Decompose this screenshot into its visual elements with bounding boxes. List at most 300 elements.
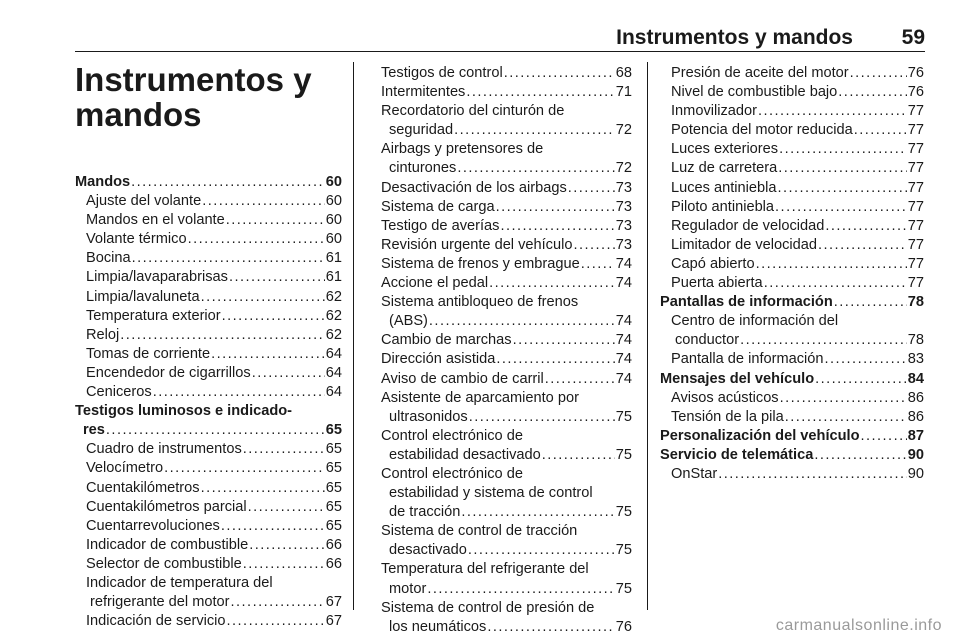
- toc-entry[interactable]: [381, 522, 632, 560]
- toc-entry-row: [381, 370, 632, 389]
- toc-entry-title: Dirección asistida: [381, 351, 496, 368]
- toc-entry[interactable]: [75, 498, 342, 517]
- toc-entry-title: Tensión de la pila: [671, 408, 784, 425]
- toc-entry-title: desactivado: [389, 542, 467, 559]
- toc-entry-row: [75, 211, 342, 230]
- toc-entry-title: Velocímetro: [86, 460, 164, 477]
- dot-leader: [461, 503, 614, 522]
- toc-entry[interactable]: [381, 370, 632, 389]
- toc-entry-title: Regulador de velocidad: [671, 217, 825, 234]
- toc-entry[interactable]: [75, 307, 342, 326]
- toc-entry-page: 66: [325, 555, 342, 572]
- toc-entry-row: [660, 389, 924, 408]
- toc-entry[interactable]: [660, 446, 924, 465]
- toc-entry[interactable]: [660, 274, 924, 293]
- toc-entry-row: [381, 618, 632, 637]
- dot-leader: [568, 179, 615, 198]
- toc-entry-page: 71: [615, 84, 632, 101]
- toc-entry[interactable]: [660, 427, 924, 446]
- toc-entry-page: 74: [615, 255, 632, 272]
- toc-entry[interactable]: [75, 230, 342, 249]
- toc-entry-title: Bocina: [86, 250, 131, 267]
- toc-entry[interactable]: [75, 383, 342, 402]
- toc-entry[interactable]: [660, 312, 924, 350]
- toc-entry-page: 77: [907, 122, 924, 139]
- toc-entry[interactable]: [660, 198, 924, 217]
- toc-entry-page: 77: [907, 198, 924, 215]
- toc-entry-row: [75, 288, 342, 307]
- toc-entry-title: de tracción: [389, 504, 461, 521]
- dot-leader: [814, 446, 906, 465]
- dot-leader: [825, 217, 906, 236]
- toc-entry-title: Potencia del motor reducida: [671, 122, 853, 139]
- toc-entry-title: Selector de combustible: [86, 555, 242, 572]
- toc-entry-title-line: estabilidad y sistema de control: [389, 485, 593, 502]
- toc-entry[interactable]: [660, 370, 924, 389]
- toc-entry-title-line: Airbags y pretensores de: [381, 141, 544, 158]
- dot-leader: [222, 307, 325, 326]
- toc-entry-row: [75, 421, 342, 440]
- toc-entry-row: [75, 536, 342, 555]
- toc-entry-row: [75, 173, 342, 192]
- dot-leader: [542, 446, 615, 465]
- toc-entry-title: Indicador de combustible: [86, 536, 249, 553]
- dot-leader: [825, 350, 907, 369]
- toc-entry[interactable]: [381, 198, 632, 217]
- section-title-line: Instrumentos y: [75, 61, 312, 98]
- toc-entry-title: Limpia/lavaparabrisas: [86, 269, 228, 286]
- dot-leader: [850, 64, 907, 83]
- toc-entry-row: [660, 179, 924, 198]
- toc-entry-row: [381, 350, 632, 369]
- toc-entry-row: [381, 503, 632, 522]
- toc-entry-row: [660, 350, 924, 369]
- toc-entry-row: [75, 383, 342, 402]
- toc-entry-row: [660, 465, 924, 484]
- toc-entry[interactable]: [660, 293, 924, 312]
- toc-entry-title-line: Control electrónico de: [381, 465, 523, 482]
- toc-entry-row: [381, 312, 632, 331]
- dot-leader: [120, 326, 325, 345]
- toc-entry-page: 61: [325, 250, 342, 267]
- dot-leader: [226, 211, 325, 230]
- toc-entry[interactable]: [660, 236, 924, 255]
- dot-leader: [427, 580, 614, 599]
- section-title-line: mandos: [75, 96, 202, 133]
- toc-entry-title: Ceniceros: [86, 384, 152, 401]
- toc-entry-title: Luz de carretera: [671, 160, 778, 177]
- dot-leader: [468, 541, 615, 560]
- toc-entry-page: 75: [615, 542, 632, 559]
- header-title: Instrumentos y mandos: [616, 26, 853, 49]
- toc-entry-title: Inmovilizador: [671, 103, 757, 120]
- toc-entry-page: 65: [325, 422, 342, 439]
- toc-entry-title: Limitador de velocidad: [671, 236, 818, 253]
- toc-entry[interactable]: [381, 64, 632, 83]
- toc-entry[interactable]: [75, 249, 342, 268]
- toc-entry[interactable]: [75, 555, 342, 574]
- toc-column-1: [75, 173, 342, 631]
- toc-entry[interactable]: [660, 121, 924, 140]
- toc-entry-title: Temperatura exterior: [86, 307, 221, 324]
- dot-leader: [454, 121, 615, 140]
- toc-entry-page: 77: [907, 255, 924, 272]
- dot-leader: [838, 83, 906, 102]
- toc-entry[interactable]: [381, 274, 632, 293]
- toc-entry-page: 73: [615, 198, 632, 215]
- toc-entry-page: 77: [907, 217, 924, 234]
- toc-entry-row: [660, 236, 924, 255]
- dot-leader: [429, 312, 615, 331]
- toc-entry-row: [660, 121, 924, 140]
- toc-entry-page: 74: [615, 332, 632, 349]
- toc-entry[interactable]: [660, 255, 924, 274]
- toc-entry-title: Servicio de telemática: [660, 446, 814, 463]
- section-title: [75, 62, 345, 132]
- dot-leader: [252, 364, 325, 383]
- toc-entry-row: [660, 217, 924, 236]
- dot-leader: [758, 102, 907, 121]
- dot-leader: [496, 198, 615, 217]
- toc-entry-row: [75, 345, 342, 364]
- toc-entry-title-line: Sistema antibloqueo de frenos: [381, 294, 579, 311]
- toc-entry-page: 78: [907, 332, 924, 349]
- toc-entry-title: Tomas de corriente: [86, 345, 211, 362]
- toc-entry-page: 65: [325, 517, 342, 534]
- toc-entry[interactable]: [381, 236, 632, 255]
- toc-entry-page: 61: [325, 269, 342, 286]
- toc-entry-page: 60: [325, 174, 342, 190]
- toc-entry-row: [660, 159, 924, 178]
- toc-entry-row: [660, 83, 924, 102]
- toc-entry-row: [75, 230, 342, 249]
- toc-entry-title: Limpia/lavaluneta: [86, 288, 200, 305]
- toc-entry-page: 78: [907, 294, 924, 311]
- dot-leader: [764, 274, 907, 293]
- toc-entry-page: 60: [325, 212, 342, 229]
- dot-leader: [573, 236, 614, 255]
- toc-entry-page: 86: [907, 408, 924, 425]
- toc-entry-page: 83: [907, 351, 924, 368]
- toc-entry-title: Mandos: [75, 174, 131, 190]
- toc-entry-title: Cuentakilómetros: [86, 479, 200, 496]
- toc-entry-page: 77: [907, 179, 924, 196]
- toc-entry[interactable]: [75, 268, 342, 287]
- toc-entry-page: 64: [325, 384, 342, 401]
- toc-entry-page: 74: [615, 275, 632, 292]
- dot-leader: [778, 159, 906, 178]
- dot-leader: [231, 593, 325, 612]
- toc-entry[interactable]: [660, 64, 924, 83]
- toc-entry-row: [381, 446, 632, 465]
- toc-entry-title: Reloj: [86, 326, 120, 343]
- toc-entry-title: Presión de aceite del motor: [671, 65, 849, 81]
- toc-entry[interactable]: [75, 402, 342, 440]
- dot-leader: [243, 555, 325, 574]
- toc-entry-row: [381, 580, 632, 599]
- toc-entry-row: [75, 498, 342, 517]
- toc-entry-page: 77: [907, 236, 924, 253]
- toc-entry-row: [381, 64, 632, 83]
- toc-entry-page: 62: [325, 307, 342, 324]
- toc-entry-title: Testigos de control: [381, 65, 503, 81]
- toc-entry-title-line: Recordatorio del cinturón de: [381, 103, 565, 120]
- toc-entry-page: 67: [325, 594, 342, 611]
- toc-entry-row: [660, 140, 924, 159]
- toc-entry[interactable]: [381, 83, 632, 102]
- toc-entry-row: [75, 555, 342, 574]
- toc-entry-title: Ajuste del volante: [86, 193, 202, 210]
- dot-leader: [718, 465, 907, 484]
- dot-leader: [815, 370, 907, 389]
- toc-entry[interactable]: [75, 345, 342, 364]
- dot-leader: [489, 274, 615, 293]
- toc-entry-row: [660, 255, 924, 274]
- column-divider: [353, 62, 354, 610]
- toc-entry-title: motor: [389, 580, 427, 597]
- dot-leader: [581, 255, 615, 274]
- toc-entry-row: [381, 121, 632, 140]
- dot-leader: [221, 517, 325, 536]
- toc-entry[interactable]: [660, 465, 924, 484]
- toc-entry-title: los neumáticos: [389, 618, 487, 635]
- toc-entry[interactable]: [75, 440, 342, 459]
- toc-entry-page: 64: [325, 364, 342, 381]
- toc-entry[interactable]: [381, 179, 632, 198]
- toc-entry-page: 74: [615, 313, 632, 330]
- toc-entry-title: Puerta abierta: [671, 275, 763, 292]
- dot-leader: [834, 293, 907, 312]
- toc-entry-title: Luces antiniebla: [671, 179, 777, 196]
- toc-entry-title: Accione el pedal: [381, 275, 489, 292]
- toc-entry[interactable]: [381, 331, 632, 350]
- toc-entry[interactable]: [75, 459, 342, 478]
- toc-entry-page: 66: [325, 536, 342, 553]
- toc-entry-title-line: Centro de información del: [671, 313, 839, 330]
- dot-leader: [513, 331, 615, 350]
- toc-entry[interactable]: [381, 140, 632, 178]
- toc-entry-page: 68: [615, 65, 632, 81]
- dot-leader: [504, 64, 615, 83]
- toc-entry-page: 84: [907, 370, 924, 387]
- toc-entry-title: Nivel de combustible bajo: [671, 84, 838, 101]
- dot-leader: [854, 121, 907, 140]
- toc-entry-page: 77: [907, 160, 924, 177]
- toc-entry-title: Mandos en el volante: [86, 212, 225, 229]
- toc-entry-page: 87: [907, 427, 924, 444]
- toc-entry-page: 73: [615, 179, 632, 196]
- toc-entry-title: Pantallas de información: [660, 294, 833, 311]
- toc-entry[interactable]: [381, 465, 632, 522]
- toc-entry-row: [660, 198, 924, 217]
- toc-entry-title: Cuadro de instrumentos: [86, 441, 242, 458]
- toc-entry-page: 72: [615, 160, 632, 177]
- toc-entry-title: Volante térmico: [86, 231, 187, 248]
- toc-entry-page: 65: [325, 479, 342, 496]
- toc-entry-page: 64: [325, 345, 342, 362]
- toc-entry[interactable]: [381, 599, 632, 637]
- toc-entry-row: [75, 517, 342, 536]
- toc-entry[interactable]: [381, 255, 632, 274]
- toc-entry-title: estabilidad desactivado: [389, 446, 541, 463]
- toc-entry-page: 75: [615, 408, 632, 425]
- toc-entry[interactable]: [381, 102, 632, 140]
- toc-entry-row: [660, 274, 924, 293]
- dot-leader: [777, 179, 906, 198]
- dot-leader: [785, 408, 907, 427]
- toc-entry-title: Cuentarrevoluciones: [86, 517, 220, 534]
- toc-entry[interactable]: [75, 173, 342, 192]
- toc-entry-title: Sistema de carga: [381, 198, 495, 215]
- toc-entry[interactable]: [660, 140, 924, 159]
- toc-entry-page: 73: [615, 217, 632, 234]
- watermark-logo: carmanualsonline.info: [775, 617, 942, 634]
- toc-entry[interactable]: [75, 364, 342, 383]
- toc-entry-title: Personalización del vehículo: [660, 427, 860, 444]
- toc-entry[interactable]: [75, 192, 342, 211]
- toc-entry-page: 90: [907, 465, 924, 482]
- toc-entry-page: 60: [325, 193, 342, 210]
- dot-leader: [818, 236, 907, 255]
- toc-entry-title: Avisos acústicos: [671, 389, 779, 406]
- dot-leader: [780, 389, 907, 408]
- toc-entry-title: Piloto antiniebla: [671, 198, 775, 215]
- toc-entry-row: [381, 179, 632, 198]
- dot-leader: [756, 255, 907, 274]
- dot-leader: [249, 536, 325, 555]
- toc-entry[interactable]: [660, 179, 924, 198]
- toc-entry[interactable]: [660, 408, 924, 427]
- toc-entry-page: 76: [907, 65, 924, 81]
- toc-entry-title: Sistema de frenos y embrague: [381, 255, 580, 272]
- toc-entry[interactable]: [381, 560, 632, 598]
- toc-entry-row: [381, 331, 632, 350]
- toc-entry-page: 65: [325, 498, 342, 515]
- toc-entry-page: 62: [325, 326, 342, 343]
- dot-leader: [248, 498, 325, 517]
- toc-entry-row: [660, 427, 924, 446]
- toc-entry-row: [660, 293, 924, 312]
- toc-entry-row: [660, 408, 924, 427]
- toc-entry-title: Testigo de averías: [381, 217, 500, 234]
- toc-entry-title: Aviso de cambio de carril: [381, 370, 544, 387]
- toc-entry-row: [75, 307, 342, 326]
- toc-entry[interactable]: [75, 536, 342, 555]
- toc-entry-row: [75, 459, 342, 478]
- toc-entry-row: [381, 408, 632, 427]
- dot-leader: [227, 612, 325, 631]
- toc-entry-title: res: [83, 422, 105, 439]
- toc-entry-title-line: Control electrónico de: [381, 427, 523, 444]
- toc-entry-page: 67: [325, 613, 342, 630]
- dot-leader: [211, 345, 325, 364]
- toc-entry[interactable]: [75, 288, 342, 307]
- dot-leader: [188, 230, 325, 249]
- dot-leader: [500, 217, 614, 236]
- dot-leader: [202, 192, 325, 211]
- toc-entry[interactable]: [660, 83, 924, 102]
- toc-entry[interactable]: [381, 217, 632, 236]
- toc-entry-page: 74: [615, 351, 632, 368]
- toc-entry-row: [75, 326, 342, 345]
- toc-entry-row: [75, 479, 342, 498]
- toc-entry-row: [381, 274, 632, 293]
- toc-entry[interactable]: [75, 326, 342, 345]
- header-rule: [75, 51, 925, 52]
- toc-entry-page: 76: [907, 84, 924, 101]
- toc-entry-title: Encendedor de cigarrillos: [86, 364, 251, 381]
- toc-entry-title: Revisión urgente del vehículo: [381, 236, 573, 253]
- page-header: [75, 26, 925, 54]
- toc-entry-title-line: Temperatura del refrigerante del: [381, 561, 589, 578]
- toc-entry-title-line: Asistente de aparcamiento por: [381, 389, 579, 406]
- toc-entry-row: [660, 370, 924, 389]
- toc-entry[interactable]: [660, 389, 924, 408]
- toc-entry-page: 72: [615, 122, 632, 139]
- dot-leader: [132, 249, 325, 268]
- toc-entry-row: [381, 198, 632, 217]
- dot-leader: [466, 83, 614, 102]
- toc-entry-row: [75, 268, 342, 287]
- dot-leader: [496, 350, 614, 369]
- dot-leader: [740, 331, 907, 350]
- dot-leader: [164, 459, 325, 478]
- toc-column-3: [660, 64, 924, 484]
- toc-entry-title: Cuentakilómetros parcial: [86, 498, 247, 515]
- toc-entry-row: [660, 102, 924, 121]
- toc-entry-page: 65: [325, 460, 342, 477]
- toc-entry-row: [381, 541, 632, 560]
- toc-entry-page: 75: [615, 446, 632, 463]
- toc-entry[interactable]: [75, 517, 342, 536]
- toc-entry-page: 77: [907, 275, 924, 292]
- toc-entry-title: Intermitentes: [381, 84, 466, 101]
- toc-entry[interactable]: [75, 612, 342, 631]
- toc-entry-page: 65: [325, 441, 342, 458]
- toc-entry-page: 77: [907, 103, 924, 120]
- toc-entry[interactable]: [75, 211, 342, 230]
- toc-entry-title: (ABS): [389, 313, 428, 330]
- toc-entry-title: conductor: [675, 332, 740, 349]
- toc-entry[interactable]: [75, 574, 342, 612]
- toc-entry[interactable]: [381, 427, 632, 465]
- toc-entry-title-line: Sistema de control de tracción: [381, 523, 578, 540]
- toc-entry[interactable]: [75, 479, 342, 498]
- toc-entry-page: 73: [615, 236, 632, 253]
- toc-entry-row: [381, 83, 632, 102]
- toc-entry[interactable]: [381, 350, 632, 369]
- toc-entry-row: [381, 159, 632, 178]
- toc-entry[interactable]: [660, 350, 924, 369]
- toc-entry-row: [660, 331, 924, 350]
- dot-leader: [457, 159, 614, 178]
- toc-entry[interactable]: [381, 389, 632, 427]
- toc-entry-page: 60: [325, 231, 342, 248]
- toc-entry-page: 74: [615, 370, 632, 387]
- dot-leader: [861, 427, 907, 446]
- toc-entry[interactable]: [660, 217, 924, 236]
- dot-leader: [201, 288, 325, 307]
- toc-entry-row: [75, 440, 342, 459]
- dot-leader: [779, 140, 907, 159]
- toc-entry[interactable]: [660, 159, 924, 178]
- toc-entry-page: 75: [615, 580, 632, 597]
- dot-leader: [106, 421, 325, 440]
- toc-entry-title: Luces exteriores: [671, 141, 779, 158]
- toc-entry[interactable]: [381, 293, 632, 331]
- toc-entry-title-line: Sistema de control de presión de: [381, 599, 595, 616]
- toc-entry[interactable]: [660, 102, 924, 121]
